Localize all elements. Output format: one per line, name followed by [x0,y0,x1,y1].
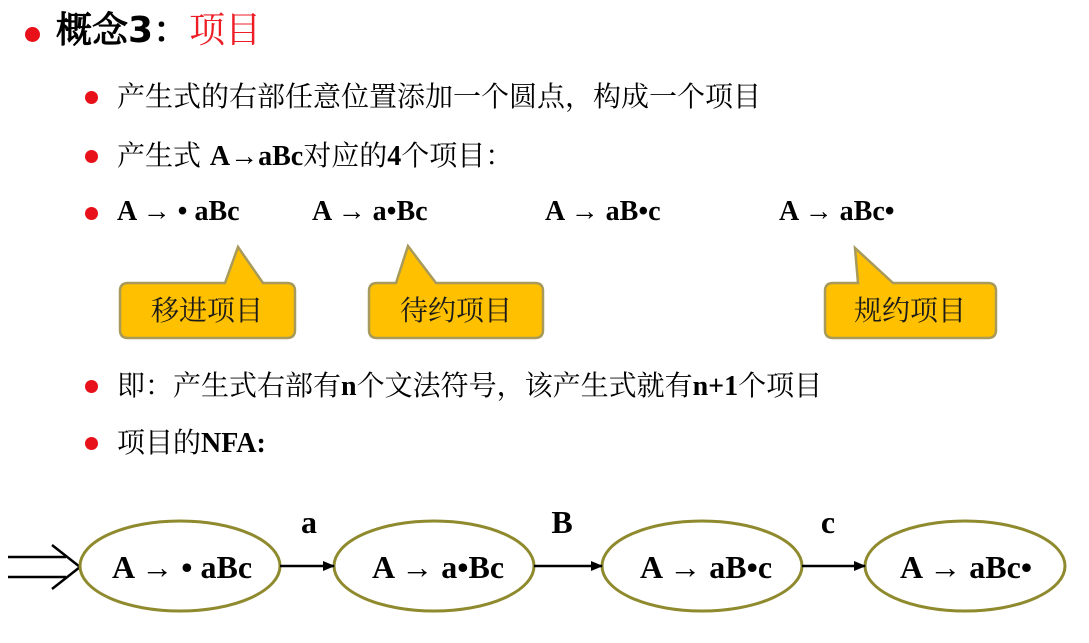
bullet-4-prefix: 即：产生式右部有 [117,369,342,402]
nfa-transition-1 [534,504,602,566]
title-highlight: 项目 [189,10,262,51]
title-separator: ： [153,10,190,51]
bullet-2-production: A→aBc [209,141,304,172]
nfa-state-1 [334,521,534,611]
bullet-5-prefix: 项目的 [117,426,202,459]
nfa-state-1-label: A → a•Bc [371,549,505,585]
nfa-state-0 [80,521,280,611]
bullet-5-nfa: NFA [201,428,257,459]
item-reduce: A → aBc• [779,196,895,227]
bullet-2-mid: 对应的 [303,139,388,172]
nfa-state-2 [602,521,802,611]
callout-reduce-label: 规约项目 [853,294,967,327]
bullet-2-prefix: 产生式 [117,139,210,172]
nfa-transition-2-label: c [820,504,836,540]
bullet-2-count: 4 [387,141,402,172]
nfa-state-3-label: A → aBc• [899,549,1033,585]
bullet-5-suffix: : [256,428,266,459]
bullet-4-mid: 个文法符号，该产生式就有 [356,369,693,402]
nfa-state-3 [865,521,1065,611]
item-shift: A → • aBc [117,196,240,227]
callout-wait-label: 待约项目 [399,294,513,327]
bullet-text-1: 产生式的右部任意位置添加一个圆点，构成一个项目 [117,80,762,113]
nfa-state-0-label: A → • aBc [111,549,253,585]
bullet-4-n1: n+1 [692,371,739,402]
nfa-transition-1-label: B [551,504,573,540]
item-middle: A → aB•c [545,196,661,227]
nfa-transition-0 [280,504,334,566]
nfa-transition-2 [802,504,865,566]
bullet-4-suffix: 个项目 [738,369,823,402]
start-arrow [8,545,80,589]
title-prefix: 概念3 [56,10,154,51]
item-wait: A → a•Bc [312,196,428,227]
bullet-2-suffix: 个项目： [401,139,514,172]
callout-shift-label: 移进项目 [150,294,264,327]
nfa-state-2-label: A → aB•c [639,549,773,585]
bullet-4-n: n [341,371,357,402]
nfa-transition-0-label: a [301,504,317,540]
